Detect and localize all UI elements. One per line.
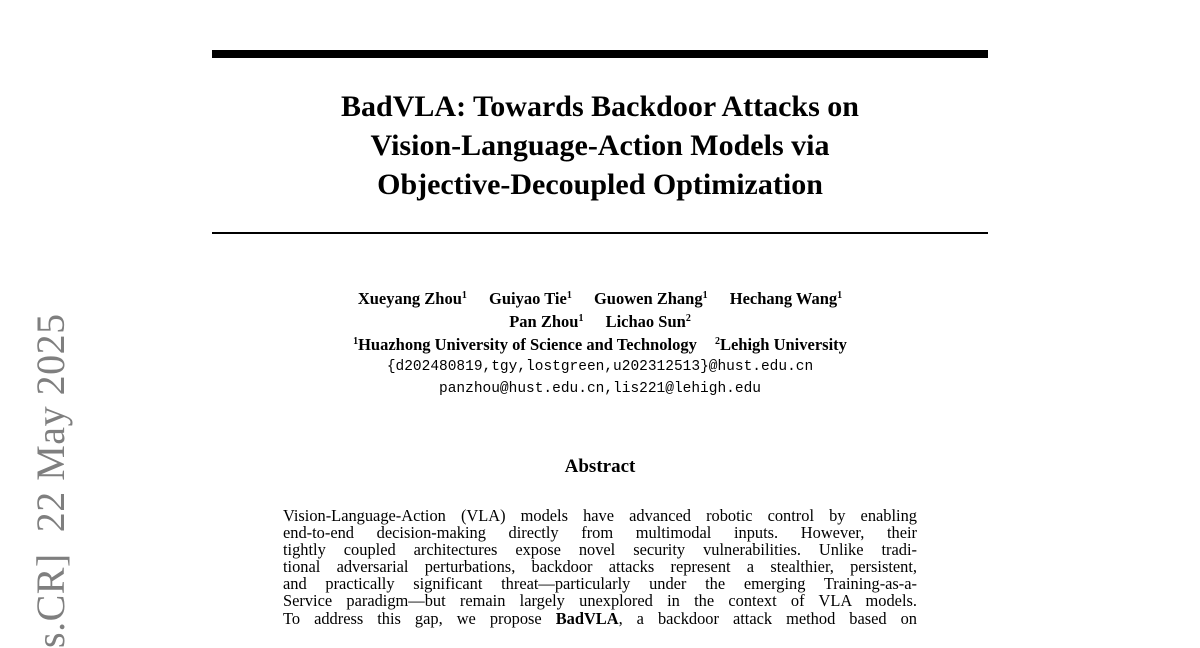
title-bottom-rule	[212, 232, 988, 234]
title-line: Objective-Decoupled Optimization	[377, 168, 823, 201]
author: Guowen Zhang$^1$	[593, 289, 708, 308]
author: Lichao Sun$^2$	[605, 312, 691, 331]
abstract-line: Service paradigm—but remain largely unexplored in the context of VLA models.	[283, 591, 917, 611]
author: Guiyao Tie$^1$	[489, 289, 572, 308]
author-row	[212, 287, 988, 310]
paper-title	[212, 87, 988, 204]
email-line: panzhou@hust.edu.cn,lis221@lehigh.edu	[439, 381, 761, 397]
affiliation-row	[212, 333, 988, 356]
author-row	[212, 310, 988, 333]
author: Pan Zhou$^1$	[509, 312, 584, 331]
abstract-line: To address this gap, we propose BadVLA, a backdoor attack method based on	[283, 608, 917, 628]
title-line: Vision-Language-Action Models via	[370, 129, 830, 162]
abstract-body	[283, 507, 917, 627]
author-block	[212, 287, 988, 400]
abstract-line: end-to-end decision-making directly from multimodal inputs. However, their	[283, 523, 917, 543]
affiliation-mark: 1	[566, 290, 572, 301]
title-top-rule	[212, 50, 988, 58]
method-name: BadVLA	[555, 608, 619, 628]
affiliation-mark: 1	[578, 313, 584, 324]
abstract-heading: Abstract	[564, 456, 636, 477]
abstract-line: tightly coupled architectures expose novel security vulnerabilities. Unlike tradi-	[283, 540, 917, 560]
affiliation-mark: 2	[685, 313, 691, 324]
abstract-line: and practically significant threat—particularly under the emerging Training-as-a-	[283, 574, 917, 594]
author: Hechang Wang$^1$	[729, 289, 843, 308]
affiliation-mark: 1	[837, 290, 843, 301]
affiliation-mark: 1	[702, 290, 708, 301]
title-line: BadVLA: Towards Backdoor Attacks on	[341, 90, 859, 123]
affiliation-mark: 1	[461, 290, 467, 301]
email-line: {d202480819,tgy,lostgreen,u202312513}@hust.edu.cn	[386, 359, 814, 375]
author: Xueyang Zhou$^1$	[357, 289, 467, 308]
abstract-line: Vision-Language-Action (VLA) models have advanced robotic control by enabling	[283, 506, 917, 525]
affiliation: $^1$Huazhong University of Science and Technology	[353, 335, 697, 354]
arxiv-side-stamp: s.CR] 22 May 2025	[28, 313, 73, 648]
abstract-line: tional adversarial perturbations, backdoor attacks represent a stealthier, persistent,	[283, 557, 917, 577]
affiliation: $^2$Lehigh University	[714, 335, 847, 354]
